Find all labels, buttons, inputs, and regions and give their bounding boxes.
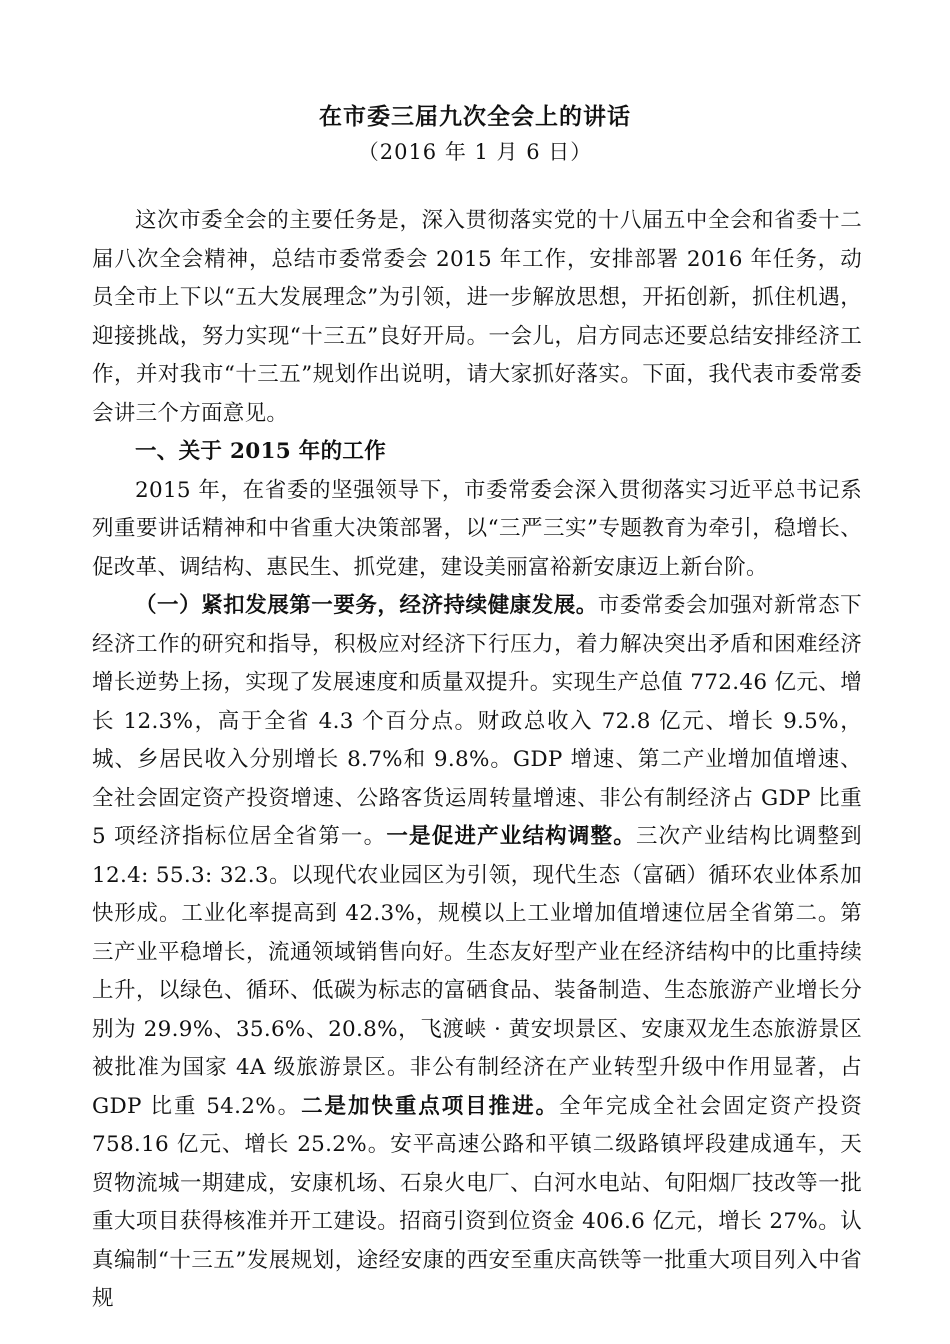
paragraph-economy [92, 587, 862, 1319]
point-heading-industry: 一是促进产业结构调整。 [386, 824, 636, 849]
document-date: （2016 年 1 月 6 日） [357, 140, 593, 164]
paragraph-2015-overview: 2015 年，在省委的坚强领导下，市委常委会深入贯彻落实习近平总书记系列重要讲话精神和中省重大决策部署，以“三严三实”专题教育为牵引，稳增长、促改革、调结构、惠民生、抓党建，建设美丽富裕新安康迈上新台阶。 [92, 477, 862, 580]
subsection-heading-economy: （一）紧扣发展第一要务，经济持续健康发展。 [135, 593, 598, 618]
economy-text-1: 市委常委会加强对新常态下经济工作的研究和指导，积极应对经济下行压力，着力解决突出矛盾和困难经济增长逆势上扬，实现了发展速度和质量双提升。实现生产总值 772.46 亿元、增长 12.3%，高于全省 4.3 个百分点。财政总收入 72.8 亿元、增长 9.5%，城、乡居民收入分别增长 8.7%和 9.8%。GDP 增速、第二产业增加值增速、全社会固定资产投资增速、公路客货运周转量增速、非公有制经济占 GDP 比重 5 项经济指标位居全省第一。 [92, 593, 862, 849]
section-heading-2015: 一、关于 2015 年的工作 [135, 439, 387, 464]
paragraph-intro: 这次市委全会的主要任务是，深入贯彻落实党的十八届五中全会和省委十二届八次全会精神，总结市委常委会 2015 年工作，安排部署 2016 年任务，动员全市上下以“五大发展理念”为引领，进一步解放思想，开拓创新，抓住机遇，迎接挑战，努力实现“十三五”良好开局。一会儿，启方同志还要总结安排经济工作，并对我市“十三五”规划作出说明，请大家抓好落实。下面，我代表市委常委会讲三个方面意见。 [92, 208, 862, 426]
document-title: 在市委三届九次全会上的讲话 [319, 103, 631, 130]
document-body [92, 202, 862, 1319]
point-heading-projects: 二是加快重点项目推进。 [301, 1093, 559, 1119]
economy-text-2: 三次产业结构比调整到 12.4: 55.3: 32.3。以现代农业园区为引领，现代生态（富硒）循环农业体系加快形成。工业化率提高到 42.3%，规模以上工业增加值增速位居全省第二。第三产业平稳增长，流通领域销售向好。生态友好型产业在经济结构中的比重持续上升，以绿色、循环、低碳为标志的富硒食品、装备制造、生态旅游产业增长分别为 29.9%、35.6%、20.8%，飞渡峡 · 黄安坝景区、安康双龙生态旅游景区被批准为国家 4A 级旅游景区。非公有制经济在产业转型升级中作用显著，占 GDP 比重 54.2%。 [92, 824, 862, 1119]
economy-text-3: 全年完成全社会固定资产投资 758.16 亿元、增长 25.2%。安平高速公路和平镇二级路镇坪段建成通车，天贸物流城一期建成，安康机场、石泉火电厂、白河水电站、旬阳烟厂技改等一批重大项目获得核准并开工建设。招商引资到位资金 406.6 亿元，增长 27%。认真编制“十三五”发展规划，途经安康的西安至重庆高铁等一批重大项目列入中省规 [92, 1093, 863, 1311]
